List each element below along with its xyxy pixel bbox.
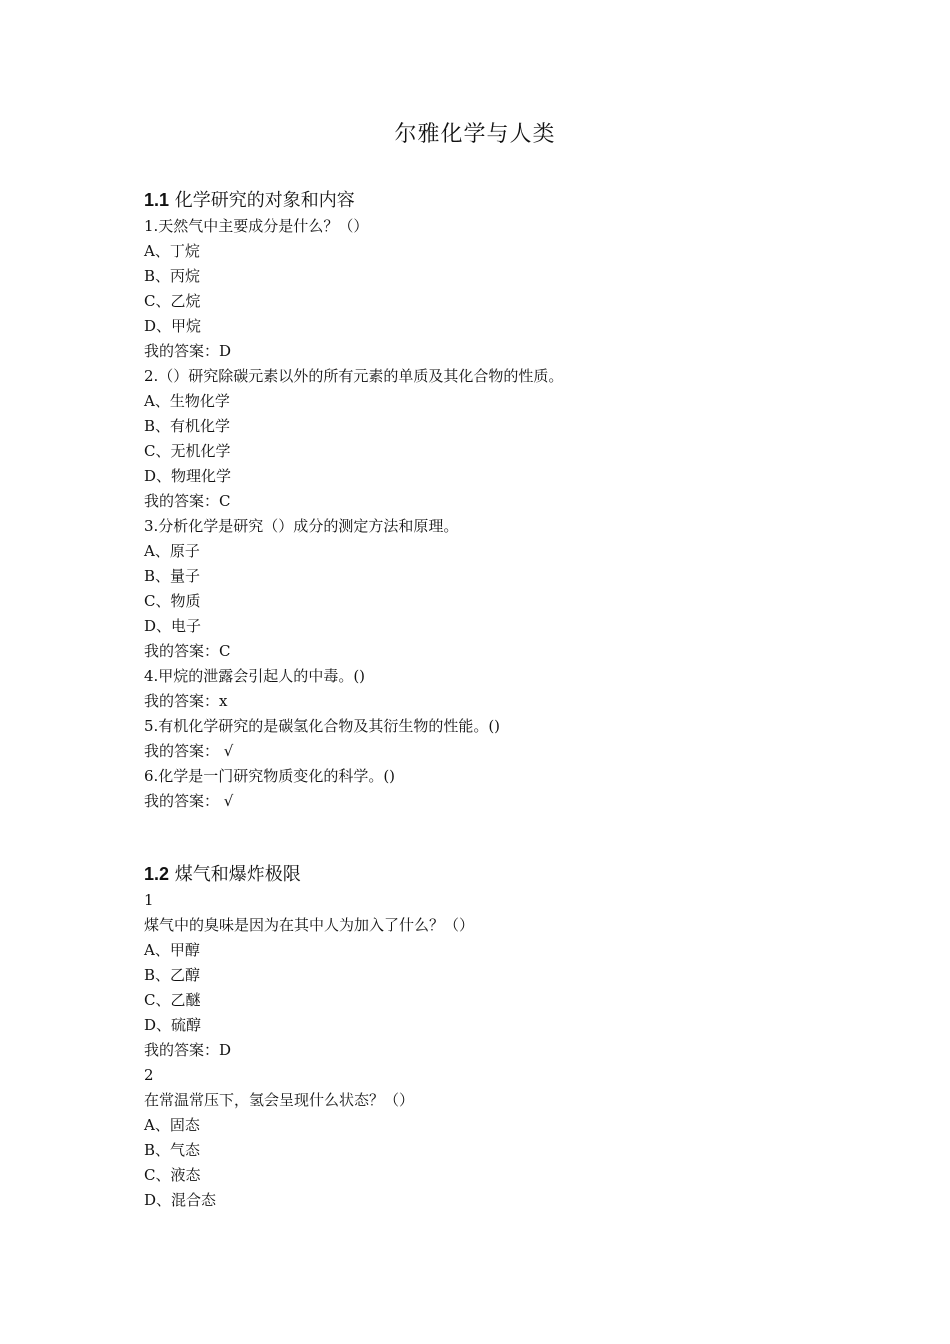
option-b: B、有机化学	[144, 417, 231, 435]
option-c: C、乙烷	[144, 292, 201, 310]
option-d: D、甲烷	[144, 317, 202, 335]
question-2-text: 2.（）研究除碳元素以外的所有元素的单质及其化合物的性质。	[144, 367, 564, 385]
document-body	[144, 186, 844, 1213]
section-heading	[144, 186, 844, 214]
section-number: 1.1	[144, 190, 170, 210]
option-b: B、乙醇	[144, 966, 201, 984]
option-a: A、固态	[144, 1116, 200, 1134]
my-answer: 我的答案：D	[144, 1041, 232, 1059]
option-d: D、硫醇	[144, 1016, 202, 1034]
my-answer: 我的答案：x	[144, 692, 228, 710]
option-b: B、气态	[144, 1141, 201, 1159]
option-d: D、混合态	[144, 1191, 217, 1209]
my-answer: 我的答案：D	[144, 342, 232, 360]
section-1-1	[144, 186, 844, 814]
question-number: 2	[144, 1066, 154, 1084]
option-a: A、丁烷	[144, 242, 200, 260]
question-4-text: 4.甲烷的泄露会引起人的中毒。()	[144, 667, 366, 685]
option-a: A、生物化学	[144, 392, 230, 410]
section-title: 煤气和爆炸极限	[174, 864, 301, 885]
section-1-2	[144, 860, 844, 1213]
my-answer: 我的答案： √	[144, 742, 234, 760]
question-2-text: 在常温常压下，氢会呈现什么状态？（）	[144, 1091, 415, 1109]
my-answer: 我的答案：C	[144, 642, 231, 660]
question-1-text: 1.天然气中主要成分是什么？（）	[144, 217, 369, 235]
option-d: D、电子	[144, 617, 202, 635]
option-c: C、液态	[144, 1166, 201, 1184]
option-c: C、无机化学	[144, 442, 231, 460]
section-heading	[144, 860, 844, 888]
option-d: D、物理化学	[144, 467, 232, 485]
option-c: C、乙醚	[144, 991, 201, 1009]
my-answer: 我的答案： √	[144, 792, 234, 810]
question-5-text: 5.有机化学研究的是碳氢化合物及其衍生物的性能。()	[144, 717, 501, 735]
option-a: A、原子	[144, 542, 200, 560]
option-b: B、丙烷	[144, 267, 201, 285]
my-answer: 我的答案：C	[144, 492, 231, 510]
section-title: 化学研究的对象和内容	[174, 190, 355, 211]
option-b: B、量子	[144, 567, 201, 585]
section-spacer	[144, 814, 844, 860]
question-3-text: 3.分析化学是研究（）成分的测定方法和原理。	[144, 517, 459, 535]
document-title: 尔雅化学与人类	[394, 122, 556, 147]
question-6-text: 6.化学是一门研究物质变化的科学。()	[144, 767, 396, 785]
option-c: C、物质	[144, 592, 201, 610]
question-number: 1	[144, 891, 154, 909]
section-number: 1.2	[144, 864, 170, 884]
question-1-text: 煤气中的臭味是因为在其中人为加入了什么？（）	[144, 916, 475, 934]
option-a: A、甲醇	[144, 941, 200, 959]
